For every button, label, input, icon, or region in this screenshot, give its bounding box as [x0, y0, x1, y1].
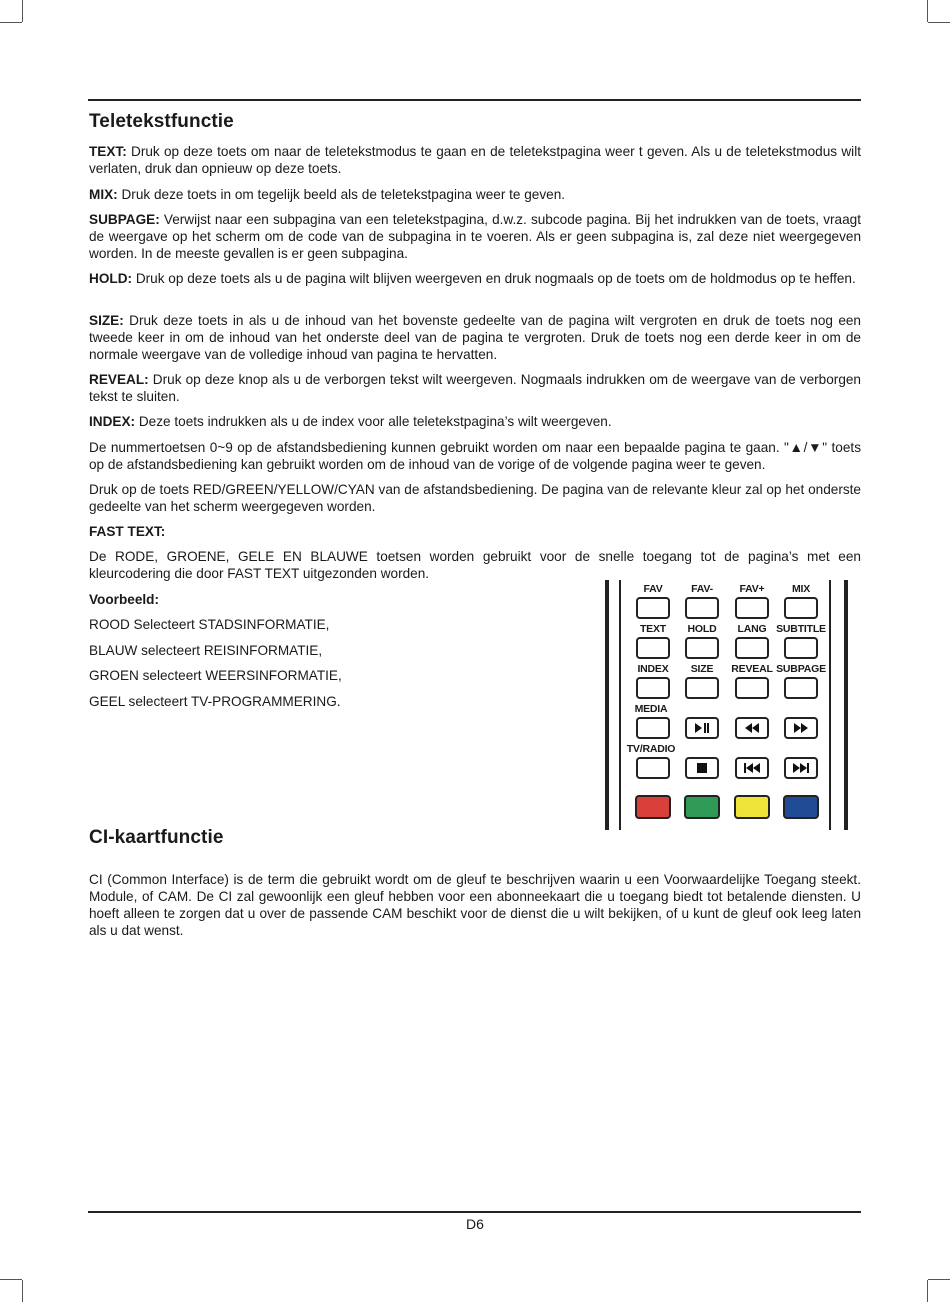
remote-edge-right	[844, 580, 848, 830]
mix-button	[784, 597, 818, 619]
remote-label-fav-plus: FAV+	[739, 583, 765, 595]
item-text: Druk op deze toets om naar de teletekstmodus te gaan en de teletekstpagina weer t geven. Als u de teletekstmodus wilt verlaten, druk dan opnieuw op deze toets.	[89, 144, 861, 176]
item-text: Verwijst naar een subpagina van een teletekstpagina, d.w.z. subcode pagina. Bij het indrukken van de toets, vraagt de weergave op het scherm om de code van de subpagina in te voeren. Als er geen subpagina is, zal deze niet weergegeven worden. In de meeste gevallen is er geen subpagina.	[89, 212, 861, 261]
item-text: Druk deze toets in als u de inhoud van het bovenste gedeelte van de pagina wilt vergroten en druk de toets nog een tweede keer in om de inhoud van het onderste deel van de pagina te vergroten. Druk de toets nog een derde keer in om de normale weergave van de volledige inhoud van pagina te hervatten.	[89, 313, 861, 362]
remote-edge-left	[605, 580, 609, 830]
crop-mark	[0, 22, 22, 23]
crop-mark	[22, 1280, 23, 1302]
remote-control-illustration	[605, 580, 849, 830]
next-button	[784, 757, 818, 779]
remote-label-lang: LANG	[737, 623, 767, 635]
example-item: BLAUW selecteert REISINFORMATIE,	[89, 643, 323, 658]
crop-mark	[927, 1280, 928, 1302]
crop-mark	[928, 1279, 950, 1280]
item-label: INDEX:	[89, 414, 136, 429]
subtitle-button	[784, 637, 818, 659]
index-button	[636, 677, 670, 699]
green-button	[684, 795, 720, 819]
remote-label-tv-radio: TV/RADIO	[626, 743, 676, 755]
tv-radio-button	[636, 757, 670, 779]
remote-label-fav-minus: FAV-	[691, 583, 713, 595]
hold-key-description	[89, 270, 861, 287]
fav-plus-button	[735, 597, 769, 619]
item-label: SUBPAGE:	[89, 212, 160, 227]
color-keys-paragraph: Druk op de toets RED/GREEN/YELLOW/CYAN van de afstandsbediening. De pagina van de relevante kleur zal op het onderste gedeelte van het scherm weergegeven worden.	[89, 482, 861, 514]
fast-text-heading	[89, 523, 165, 540]
footer-rule	[88, 1211, 861, 1213]
fav-button	[636, 597, 670, 619]
fav-minus-button	[685, 597, 719, 619]
example-heading	[89, 591, 159, 608]
ci-paragraph: CI (Common Interface) is de term die gebruikt wordt om de gleuf te beschrijven waarin u een Voorwaardelijke Toegang steekt. Module, of CAM. De CI zal gewoonlijk een gleuf hebben voor een abonneekaart die u toegang biedt tot betalende diensten. U hoeft alleen te zorgen dat u over de passende CAM beschikt voor de dienst die u wilt bekijken, of u kunt de gleuf ook leeg laten als u dat wenst.	[89, 872, 861, 938]
example-item: ROOD Selecteert STADSINFORMATIE,	[89, 617, 330, 632]
fast-forward-button	[784, 717, 818, 739]
item-text: Druk op deze knop als u de verborgen tekst wilt weergeven. Nogmaals indrukken om de weergave van de verborgen tekst te sluiten.	[89, 372, 861, 404]
reveal-key-description	[89, 371, 861, 405]
item-label: SIZE:	[89, 313, 124, 328]
stop-icon	[696, 762, 708, 774]
remote-label-mix: MIX	[791, 583, 811, 595]
crop-mark	[927, 0, 928, 22]
size-key-description	[89, 312, 861, 363]
reveal-button	[735, 677, 769, 699]
fast-text-heading-label: FAST TEXT:	[89, 524, 166, 539]
example-heading-label: Voorbeeld:	[89, 592, 159, 607]
play-pause-button	[685, 717, 719, 739]
remote-label-reveal: REVEAL	[731, 663, 773, 675]
crop-mark	[0, 1279, 22, 1280]
subpage-key-description	[89, 211, 861, 262]
remote-label-text: TEXT	[639, 623, 667, 635]
remote-label-subpage: SUBPAGE	[776, 663, 826, 675]
item-text: Druk op deze toets als u de pagina wilt blijven weergeven en druk nogmaals op de toets om de holdmodus op te heffen.	[132, 271, 856, 286]
subpage-button	[784, 677, 818, 699]
previous-button	[735, 757, 769, 779]
page-number: D6	[466, 1216, 484, 1232]
remote-label-fav: FAV	[643, 583, 663, 595]
blue-button	[783, 795, 819, 819]
mix-key-description	[89, 186, 861, 203]
remote-label-media: MEDIA	[634, 703, 668, 715]
remote-edge-right-inner	[829, 580, 831, 830]
fast-text-paragraph: De RODE, GROENE, GELE EN BLAUWE toetsen worden gebruikt voor de snelle toegang tot de pagina’s met een kleurcodering die door FAST TEXT uitgezonden worden.	[89, 549, 861, 581]
yellow-button	[734, 795, 770, 819]
text-key-description	[89, 143, 861, 177]
red-button	[635, 795, 671, 819]
item-text: Druk deze toets in om tegelijk beeld als de teletekstpagina weer te geven.	[117, 187, 566, 202]
number-keys-paragraph: De nummertoetsen 0~9 op de afstandsbediening kunnen gebruikt worden om naar een bepaalde pagina te gaan. "▲/▼" toets op de afstandsbediening kan gebruikt worden om de inhoud van de vorige of de volgende pagina weer te geven.	[89, 440, 861, 472]
rewind-icon	[744, 722, 760, 734]
text-button	[636, 637, 670, 659]
item-label: REVEAL:	[89, 372, 149, 387]
item-text: Deze toets indrukken als u de index voor alle teletekstpagina’s wilt weergeven.	[135, 414, 612, 429]
crop-mark	[22, 0, 23, 22]
example-item: GROEN selecteert WEERSINFORMATIE,	[89, 668, 342, 683]
remote-label-subtitle: SUBTITLE	[776, 623, 826, 635]
next-icon	[792, 762, 810, 774]
item-label: TEXT:	[89, 144, 127, 159]
remote-label-index: INDEX	[637, 663, 669, 675]
media-button	[636, 717, 670, 739]
section-heading-teletext: Teletekstfunctie	[89, 111, 234, 132]
hold-button	[685, 637, 719, 659]
fast-forward-icon	[793, 722, 809, 734]
size-button	[685, 677, 719, 699]
example-item: GEEL selecteert TV-PROGRAMMERING.	[89, 694, 341, 709]
index-key-description	[89, 413, 861, 430]
header-rule	[88, 99, 861, 101]
crop-mark	[928, 22, 950, 23]
stop-button	[685, 757, 719, 779]
play-pause-icon	[694, 722, 710, 734]
item-label: MIX:	[89, 187, 118, 202]
rewind-button	[735, 717, 769, 739]
remote-label-size: SIZE	[690, 663, 714, 675]
previous-icon	[743, 762, 761, 774]
lang-button	[735, 637, 769, 659]
section-heading-ci: CI-kaartfunctie	[89, 827, 224, 848]
remote-label-hold: HOLD	[687, 623, 717, 635]
item-label: HOLD:	[89, 271, 133, 286]
